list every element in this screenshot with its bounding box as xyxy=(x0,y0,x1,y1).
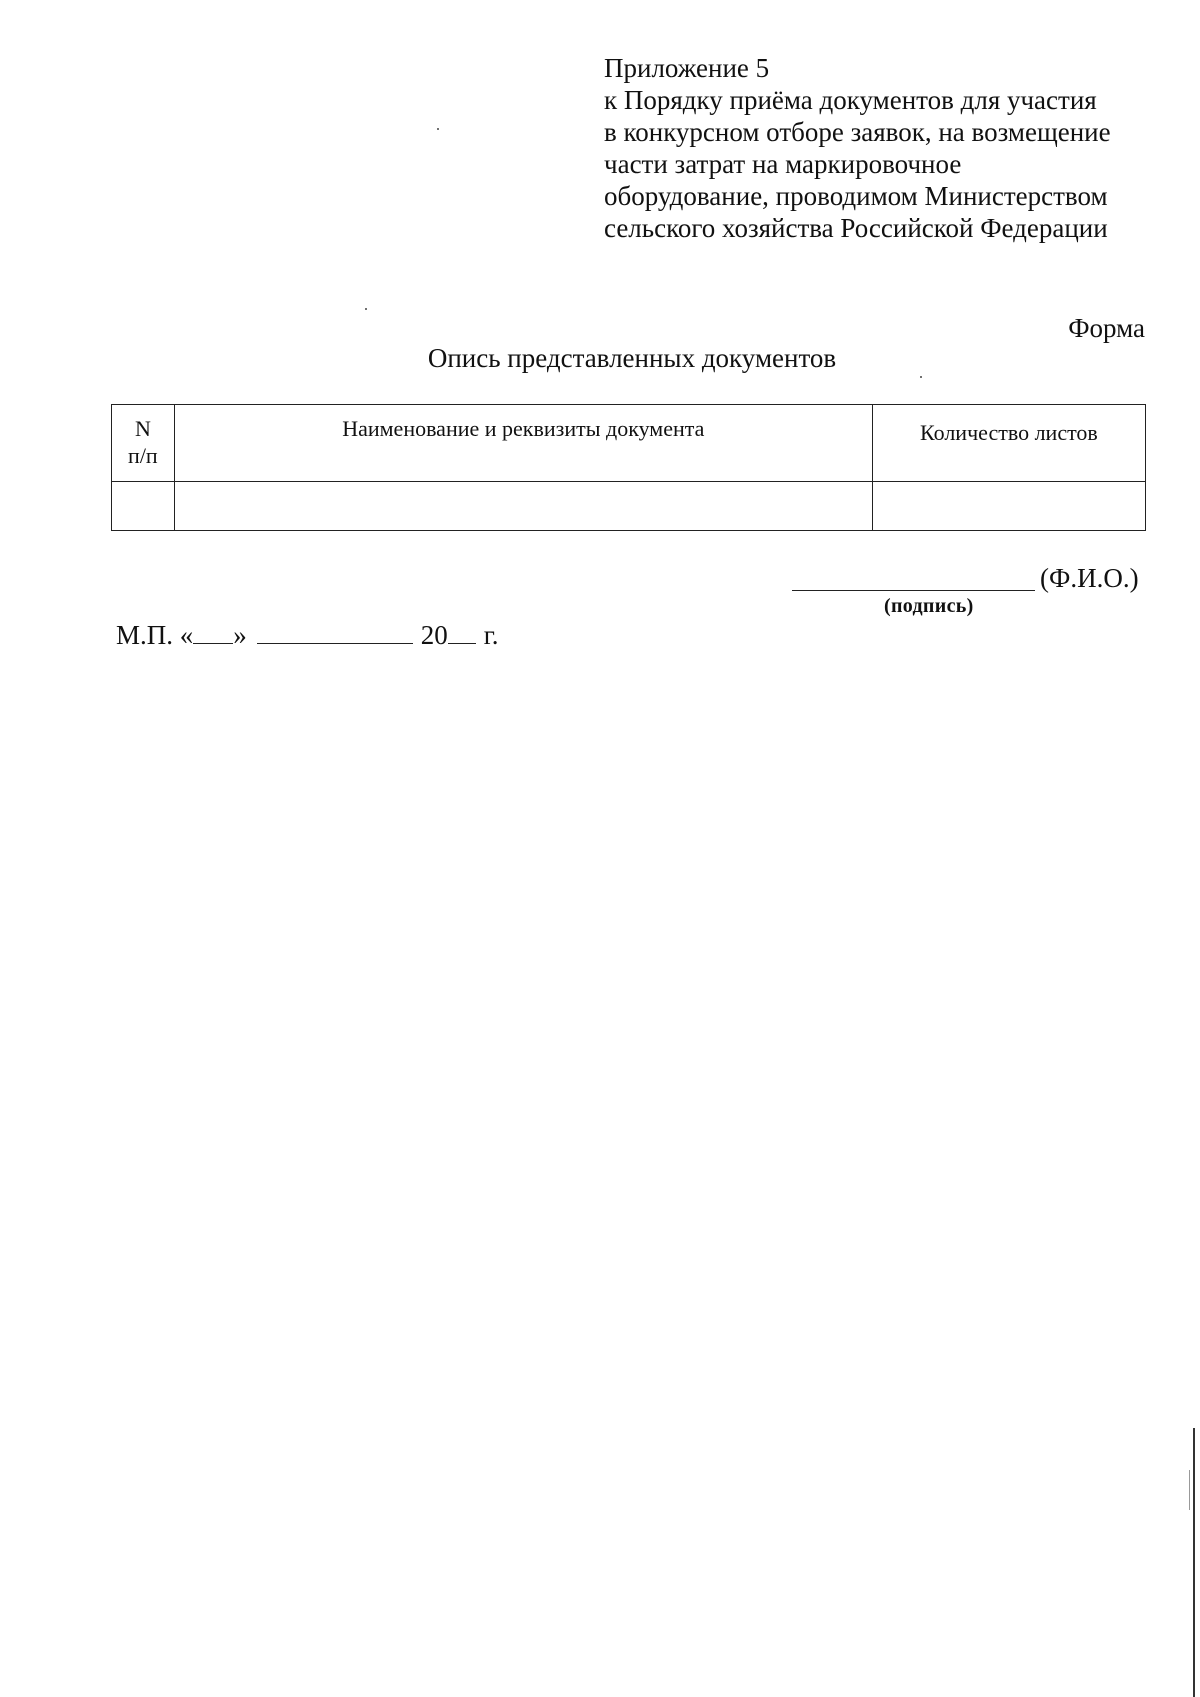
header-sheet-count xyxy=(872,405,1145,482)
cell-sheet-count[interactable] xyxy=(872,482,1145,531)
appendix-line: к Порядку приёма документов для участия xyxy=(604,85,1097,115)
stamp-date-row xyxy=(116,620,499,651)
appendix-line: оборудование, проводимом Министерством xyxy=(604,181,1108,211)
appendix-line: в конкурсном отборе заявок, на возмещение xyxy=(604,117,1111,147)
scan-speck xyxy=(365,308,367,310)
close-quote: » xyxy=(233,620,247,650)
appendix-line: Приложение 5 xyxy=(604,53,770,83)
form-label: Форма xyxy=(1068,313,1145,343)
fio-label: (Ф.И.О.) xyxy=(1040,563,1139,593)
header-number-line1: N xyxy=(134,416,151,441)
table-header-row xyxy=(112,405,1146,482)
scan-margin-edge xyxy=(1193,1428,1195,1697)
scan-margin-edge xyxy=(1189,1470,1190,1510)
signature-line[interactable] xyxy=(792,590,1035,591)
stamp-place-label: М.П. xyxy=(116,620,174,650)
appendix-line: сельского хозяйства Российской Федерации xyxy=(604,213,1108,243)
scan-speck xyxy=(437,128,439,130)
table-row xyxy=(112,482,1146,531)
cell-document-name[interactable] xyxy=(174,482,872,531)
header-number-line2: п/п xyxy=(128,443,158,468)
appendix-line: части затрат на маркировочное xyxy=(604,149,962,179)
document-title: Опись представленных документов xyxy=(427,343,837,373)
month-blank[interactable] xyxy=(257,621,413,644)
header-document-name-text: Наименование и реквизиты документа xyxy=(342,416,705,441)
open-quote: « xyxy=(179,620,194,650)
appendix-header xyxy=(604,52,1164,244)
day-blank[interactable] xyxy=(193,621,233,644)
scan-speck xyxy=(920,376,922,378)
header-document-name xyxy=(174,405,872,482)
signature-caption: (подпись) xyxy=(884,595,974,617)
header-sheet-count-text: Количество листов xyxy=(920,420,1098,445)
year-prefix: 20 xyxy=(420,620,448,650)
cell-number[interactable] xyxy=(112,482,175,531)
header-number xyxy=(112,405,175,482)
year-suffix: г. xyxy=(483,620,499,650)
year-blank[interactable] xyxy=(448,621,476,644)
documents-inventory-table xyxy=(111,404,1146,531)
